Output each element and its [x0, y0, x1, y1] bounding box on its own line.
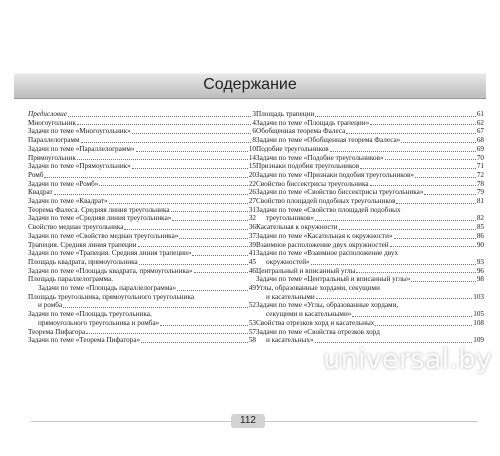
toc-entry-page: 68	[476, 136, 484, 145]
toc-entry-title: и ромба	[38, 301, 63, 310]
toc-entry-title: Задачи по теме «Свойство медиан треугольника»	[28, 231, 179, 240]
dot-leader	[315, 220, 476, 221]
toc-entry	[28, 267, 256, 276]
dot-leader	[330, 151, 476, 152]
toc-entry-page: 71	[476, 162, 484, 171]
dot-leader	[401, 142, 476, 143]
toc-entry-title: прямоугольного треугольника и ромба»	[38, 318, 160, 327]
toc-entry-title: Трапеция. Средняя линия трапеции	[28, 240, 137, 249]
toc-left-column	[28, 110, 256, 345]
dot-leader	[136, 151, 248, 152]
toc-entry-title: Свойства отрезков хорд и касательных	[256, 318, 375, 327]
toc-entry-title: Задачи по теме «Параллелограмм»	[28, 144, 135, 153]
toc-entry	[28, 258, 256, 267]
toc-entry	[256, 301, 484, 318]
toc-entry	[28, 293, 256, 310]
toc-entry-page: 57	[248, 327, 256, 336]
dot-leader	[81, 142, 252, 143]
toc-entry-title: Квадрат	[28, 188, 53, 197]
toc-entry-page: 27	[248, 197, 256, 206]
toc-entry	[256, 241, 484, 250]
toc-entry-page: 31	[248, 205, 256, 214]
toc-entry-page: 103	[473, 292, 484, 301]
toc-entry-title-line: Задачи по теме «Свойство площадей подобных	[256, 205, 401, 214]
toc-right-column	[256, 110, 484, 345]
toc-entry	[256, 197, 484, 206]
toc-entry-title: треугольников»	[266, 214, 314, 223]
toc-entry-page: 78	[476, 179, 484, 188]
toc-entry	[28, 214, 256, 223]
toc-entry	[256, 223, 484, 232]
toc-entry-title-line: Задачи по теме «Свойства отрезков хорд	[256, 327, 380, 336]
toc-entry-title: Площадь квадрата, прямоугольника	[28, 257, 138, 266]
toc-entry	[256, 249, 484, 266]
toc-entry-title: Задачи по теме «Многоугольник»	[28, 127, 131, 136]
toc-entry	[256, 180, 484, 189]
toc-entry	[28, 249, 256, 258]
page-number: 112	[231, 414, 265, 428]
toc-entry	[256, 319, 484, 328]
toc-entry	[28, 154, 256, 163]
dot-leader	[385, 159, 476, 160]
dot-leader	[394, 238, 476, 239]
toc-entry-page: 58	[248, 336, 256, 345]
toc-entry-title: Свойство биссектрисы треугольника	[256, 179, 369, 188]
dot-leader	[99, 185, 247, 186]
toc-entry	[28, 136, 256, 145]
dot-leader	[179, 238, 247, 239]
toc-entry	[28, 180, 256, 189]
toc-entry-title: Площадь трапеции	[256, 110, 315, 118]
toc-entry-title-line: Задачи по теме «Взаимное расположение двух	[256, 249, 399, 258]
toc-entry-title: и касательных»	[266, 336, 314, 345]
dot-leader	[138, 246, 248, 247]
toc-entry-title: Теорема Фалеса. Средняя линия треугольника	[28, 205, 170, 214]
toc-entry	[28, 162, 256, 171]
toc-entry-page: 105	[473, 310, 484, 319]
toc-entry-title: Задачи по теме «Трапеция. Средняя линия трапеции»	[28, 249, 192, 258]
toc-entry-page: 85	[476, 223, 484, 232]
toc-entry	[256, 110, 484, 119]
toc-entry-page: 8	[252, 136, 256, 145]
toc-entry-page: 4	[252, 118, 256, 127]
dot-leader	[132, 133, 252, 134]
toc-entry-title: Признаки подобия треугольников	[256, 162, 360, 171]
page-title: Содержание	[203, 76, 297, 93]
title-banner	[14, 73, 486, 99]
toc-entry-title: Задачи по теме «Свойство биссектрисы треугольника»	[256, 188, 424, 197]
toc-entry	[256, 162, 484, 171]
dot-leader	[194, 272, 248, 273]
toc-entry	[256, 328, 484, 345]
toc-entry-title: Задачи по теме «Центральный и вписанный углы»	[256, 275, 411, 284]
toc-entry-page: 70	[476, 153, 484, 162]
toc-entry-title: Свойство медиан треугольника	[28, 223, 124, 232]
toc-entry-page: 96	[476, 266, 484, 275]
toc-entry	[256, 188, 484, 197]
toc-entry-title-line: Площадь треугольника, прямоугольного треугольника	[28, 292, 195, 301]
toc-entry	[28, 275, 256, 292]
toc-entry-page: 86	[476, 231, 484, 240]
toc-entry	[28, 328, 256, 337]
toc-entry-page: 37	[248, 231, 256, 240]
toc-entry-title: Прямоугольник	[28, 153, 76, 162]
toc-entry	[28, 336, 256, 345]
dot-leader	[171, 211, 248, 212]
toc-entry-title: Взаимное расположение двух окружностей	[256, 240, 389, 249]
toc-entry	[28, 310, 256, 327]
toc-entry-title: Теорема Пифагора	[28, 327, 86, 336]
dot-leader	[352, 316, 472, 317]
toc-entry-title: Задачи по теме «Касательная к окружности»	[256, 231, 393, 240]
toc-entry	[256, 171, 484, 180]
toc-entry-title: Задачи по теме «Подобие треугольников»	[256, 153, 384, 162]
toc-entry	[28, 127, 256, 136]
toc-entry-title: и касательными	[266, 292, 315, 301]
dot-leader	[411, 281, 475, 282]
dot-leader	[339, 229, 476, 230]
toc-entry-title: Задачи по теме «Площадь трапеции»	[256, 118, 370, 127]
toc-entry-title-line: Площадь параллелограмма.	[28, 275, 114, 284]
dot-leader	[77, 159, 248, 160]
dot-leader	[54, 194, 248, 195]
toc-entry-page: 32	[248, 214, 256, 223]
toc-entry	[256, 154, 484, 163]
dot-leader	[44, 177, 247, 178]
watermark: universal.by	[323, 344, 492, 375]
dot-leader	[132, 168, 248, 169]
dot-leader	[360, 168, 476, 169]
toc-entry	[256, 275, 484, 284]
toc-entry-page: 49	[248, 284, 256, 293]
dot-leader	[124, 229, 247, 230]
toc-entry-title: Свойство площадей подобных треугольников	[256, 197, 396, 206]
toc-entry	[28, 188, 256, 197]
dot-leader	[375, 325, 472, 326]
toc-entry-title: Ромб	[28, 170, 44, 179]
toc-entry	[28, 110, 256, 119]
toc-entry-page: 20	[248, 170, 256, 179]
toc-entry	[256, 284, 484, 301]
toc-entry-page: 26	[248, 188, 256, 197]
toc-entry-title: секущими и касательными»	[266, 310, 352, 319]
toc-entry	[28, 241, 256, 250]
dot-leader	[192, 255, 247, 256]
toc-entry-title: Задачи по теме «Средняя линия треугольника»	[28, 214, 172, 223]
toc-entry-page: 53	[248, 318, 256, 327]
toc-entry-page: 15	[248, 162, 256, 171]
dot-leader	[160, 325, 248, 326]
toc-entry	[256, 206, 484, 223]
toc-entry	[256, 127, 484, 136]
toc-entry-page: 39	[248, 240, 256, 249]
toc-entry	[28, 206, 256, 215]
toc-entry	[256, 267, 484, 276]
toc-entry	[28, 171, 256, 180]
toc-entry-page: 98	[476, 275, 484, 284]
toc-entry-title: Задачи по теме «Квадрат»	[28, 197, 108, 206]
toc-entry-title: Задачи по теме «Площадь параллелограмма»	[38, 284, 177, 293]
toc-entry-title: Предисловие	[28, 110, 67, 118]
toc-entry-title: Обобщенная теорема Фалеса	[256, 127, 346, 136]
toc-entry-page: 67	[476, 127, 484, 136]
toc-entry	[256, 136, 484, 145]
toc-entry-title: Задачи по теме «Площадь квадрата, прямоугольника»	[28, 266, 193, 275]
toc-entry-title: Задачи по теме «Ромб»	[28, 179, 99, 188]
dot-leader	[370, 185, 476, 186]
dot-leader	[86, 333, 248, 334]
dot-leader	[109, 203, 248, 204]
toc-entry-title-line: Углы, образованные хордами, секущими	[256, 284, 380, 293]
toc-entry-page: 90	[476, 240, 484, 249]
dot-leader	[356, 272, 475, 273]
toc-entry-page: 36	[248, 223, 256, 232]
toc-entry-page: 79	[476, 188, 484, 197]
toc-entry	[28, 232, 256, 241]
toc-entry-title: Подобие треугольников	[256, 144, 329, 153]
toc-entry-title: Касательная к окружности	[256, 223, 338, 232]
toc-entry-page: 108	[473, 318, 484, 327]
toc-entry-page: 93	[476, 257, 484, 266]
toc-entry	[28, 119, 256, 128]
toc-entry-title: Многоугольник	[28, 118, 76, 127]
toc-entry-page: 61	[476, 110, 484, 118]
dot-leader	[316, 298, 472, 299]
toc-entry-page: 82	[476, 214, 484, 223]
toc-entry-title: Задачи по теме «Теорема Пифагора»	[28, 336, 141, 345]
toc-entry	[28, 223, 256, 232]
dot-leader	[396, 203, 475, 204]
toc-entry	[28, 197, 256, 206]
toc-entry-page: 45	[248, 257, 256, 266]
dot-leader	[415, 177, 476, 178]
toc-entry-title: Задачи по теме «Признаки подобия треугольников»	[256, 170, 414, 179]
toc-entry-page: 10	[248, 144, 256, 153]
toc-entry	[256, 145, 484, 154]
toc-entry	[28, 145, 256, 154]
dot-leader	[346, 133, 475, 134]
toc-entry-page: 69	[476, 144, 484, 153]
dot-leader	[315, 116, 475, 117]
toc-entry-page: 46	[248, 266, 256, 275]
dot-leader	[141, 342, 248, 343]
toc-entry-page: 109	[473, 336, 484, 345]
toc-entry-page: 14	[248, 153, 256, 162]
dot-leader	[315, 342, 473, 343]
toc-entry-page: 52	[248, 301, 256, 310]
toc-entry-title: Задачи по теме «Обобщенная теорема Фалеса»	[256, 136, 401, 145]
toc-entry	[256, 119, 484, 128]
dot-leader	[63, 307, 248, 308]
toc-entry-page: 22	[248, 179, 256, 188]
dot-leader	[139, 264, 248, 265]
toc-entry-title-line: Задачи по теме «Углы, образованные хордами,	[256, 301, 399, 310]
dot-leader	[68, 116, 251, 117]
toc-entry-page: 41	[248, 249, 256, 258]
toc-entry-page: 81	[476, 197, 484, 206]
toc-entry-page: 62	[476, 118, 484, 127]
dot-leader	[177, 290, 248, 291]
dot-leader	[424, 194, 475, 195]
toc-entry-page: 6	[252, 127, 256, 136]
toc-entry	[256, 232, 484, 241]
toc-entry-page: 3	[252, 110, 256, 118]
toc-entry-title: окружностей»	[266, 257, 310, 266]
dot-leader	[172, 220, 247, 221]
dot-leader	[370, 124, 476, 125]
toc-entry-title: Центральный и вписанный углы	[256, 266, 356, 275]
toc-entry-title-line: Задачи по теме «Площадь треугольника,	[28, 310, 152, 319]
toc-entry-title: Параллелограмм	[28, 136, 80, 145]
toc-entry-page: 72	[476, 170, 484, 179]
dot-leader	[311, 264, 476, 265]
dot-leader	[77, 124, 252, 125]
dot-leader	[390, 246, 476, 247]
toc-entry-title: Задачи по теме «Прямоугольник»	[28, 162, 131, 171]
